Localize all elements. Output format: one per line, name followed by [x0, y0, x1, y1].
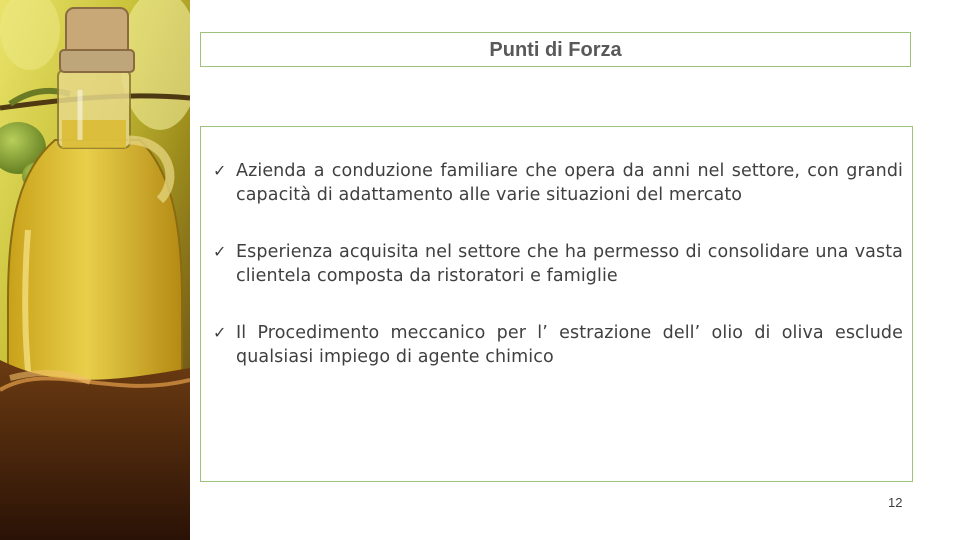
- bullet-item: [213, 240, 903, 288]
- check-icon: ✓: [213, 242, 227, 261]
- bullet-text: Esperienza acquisita nel settore che ha permesso di consolidare una vasta clientela composta da ristoratori e famiglie: [236, 242, 903, 286]
- olive-oil-bottle-image: [0, 0, 190, 540]
- bullet-text: Azienda a conduzione familiare che opera da anni nel settore, con grandi capacità di adattamento alle varie situazioni del mercato: [236, 161, 903, 205]
- bullet-list: [213, 159, 903, 402]
- content-box: [200, 126, 913, 482]
- bullet-item: [213, 159, 903, 207]
- check-icon: ✓: [213, 161, 227, 180]
- slide-title: Punti di Forza: [489, 39, 622, 61]
- check-icon: ✓: [213, 323, 227, 342]
- page-number: 12: [888, 495, 903, 510]
- bullet-text: Il Procedimento meccanico per l’ estrazione dell’ olio di oliva esclude qualsiasi impiego di agente chimico: [236, 323, 903, 367]
- title-box: [200, 32, 911, 67]
- bullet-item: [213, 321, 903, 369]
